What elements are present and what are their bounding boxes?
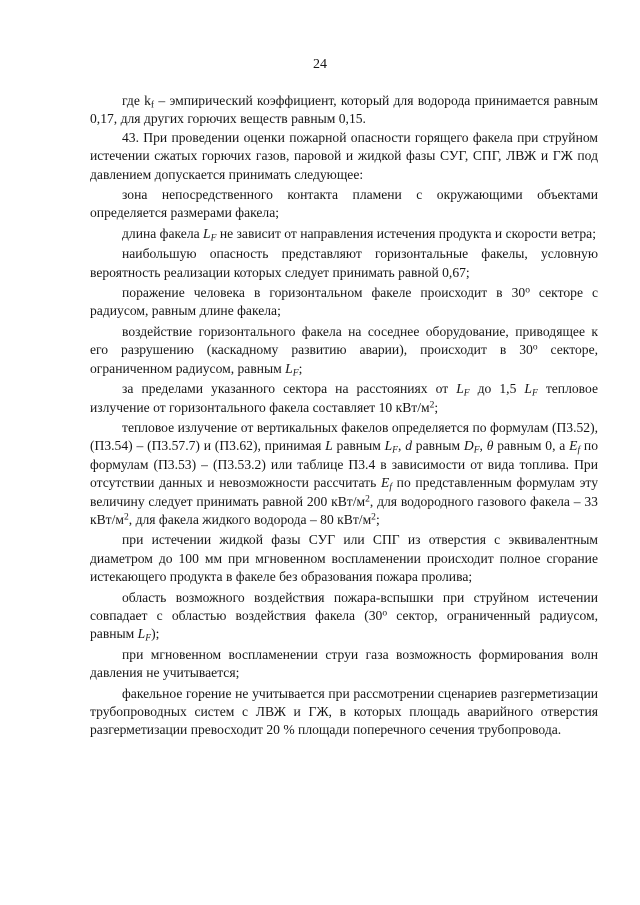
document-body — [90, 92, 598, 740]
paragraph-equipment-impact: воздействие горизонтального факела на соседнее оборудование, приводящее к его разрушению (каскадному развитию аварии), происходит в $30^о$ секторе, ограниченном радиусом, равным $L_F$; — [90, 323, 598, 379]
paragraph-43: 43. При проведении оценки пожарной опасности горящего факела при струйном истечении сжатых горючих газов, паровой и жидкой фазы СУГ, СПГ, ЛВЖ и ГЖ под давлением допускается принимать следующее: — [90, 129, 598, 182]
paragraph-pipeline-systems: факельное горение не учитывается при рассмотрении сценариев разгерметизации трубопроводных систем с ЛВЖ и ГЖ, в которых площадь аварийного отверстия разгерметизации превосходит 20 % площади поперечного сечения трубопровода. — [90, 685, 598, 738]
paragraph-liquid-phase: при истечении жидкой фазы СУГ или СПГ из отверстия с эквивалентным диаметром до 100 мм при мгновенном воспламенении происходит полное сгорание истекающего продукта в факеле без образования пожара пролива; — [90, 532, 598, 585]
paragraph-pressure-waves: при мгновенном воспламенении струи газа возможность формирования волн давления не учитывается; — [90, 646, 598, 681]
paragraph-contact-zone: зона непосредственного контакта пламени с окружающими объектами определяется размерами факела; — [90, 187, 598, 221]
paragraph-kf-definition: где $k_f$ – эмпирический коэффициент, который для водорода принимается равным 0,17, для других горючих веществ равным 0,15. — [90, 93, 598, 127]
paragraph-flash-fire: область возможного воздействия пожара-вспышки при струйном истечении совпадает с областью воздействия факела ($30^о$ сектор, ограниченный радиусом, равным $L_F$); — [90, 589, 599, 644]
paragraph-vertical-torch: тепловое излучение от вертикальных факелов определяется по формулам (П3.52), (П3.54) – (П3.57.7) и (П3.62), принимая L равным $L_F$, d равным $D_F$, θ равным 0, а $E_f$ по формулам (П3.53) – (П3.53.2) или таблице П3.4 в зависимости от вида топлива. При отсутствии данных и невозможности рассчитать $E_f$ по представленным формулам эту величину следует принимать равной 200 кВт/$м^2$, для водородного газового факела – 33 кВт/$м^2$, для факела жидкого водорода – 80 кВт/$м^2$; — [90, 419, 598, 527]
paragraph-torch-length: длина факела $L_F$ не зависит от направления истечения продукта и скорости ветра; — [122, 225, 596, 244]
paragraph-human-damage: поражение человека в горизонтальном факеле происходит в $30^о$ секторе с радиусом, равным длине факела; — [90, 285, 598, 319]
paragraph-horizontal-torch: наибольшую опасность представляют горизонтальные факелы, условную вероятность реализации которых следует принимать равной 0,67; — [90, 246, 598, 280]
page-number: 24 — [313, 57, 327, 72]
paragraph-outside-sector: за пределами указанного сектора на расстояниях от $L_F$ до 1,5 $L_F$ тепловое излучение от горизонтального факела составляет 10 кВт/$м^2$; — [90, 381, 598, 415]
